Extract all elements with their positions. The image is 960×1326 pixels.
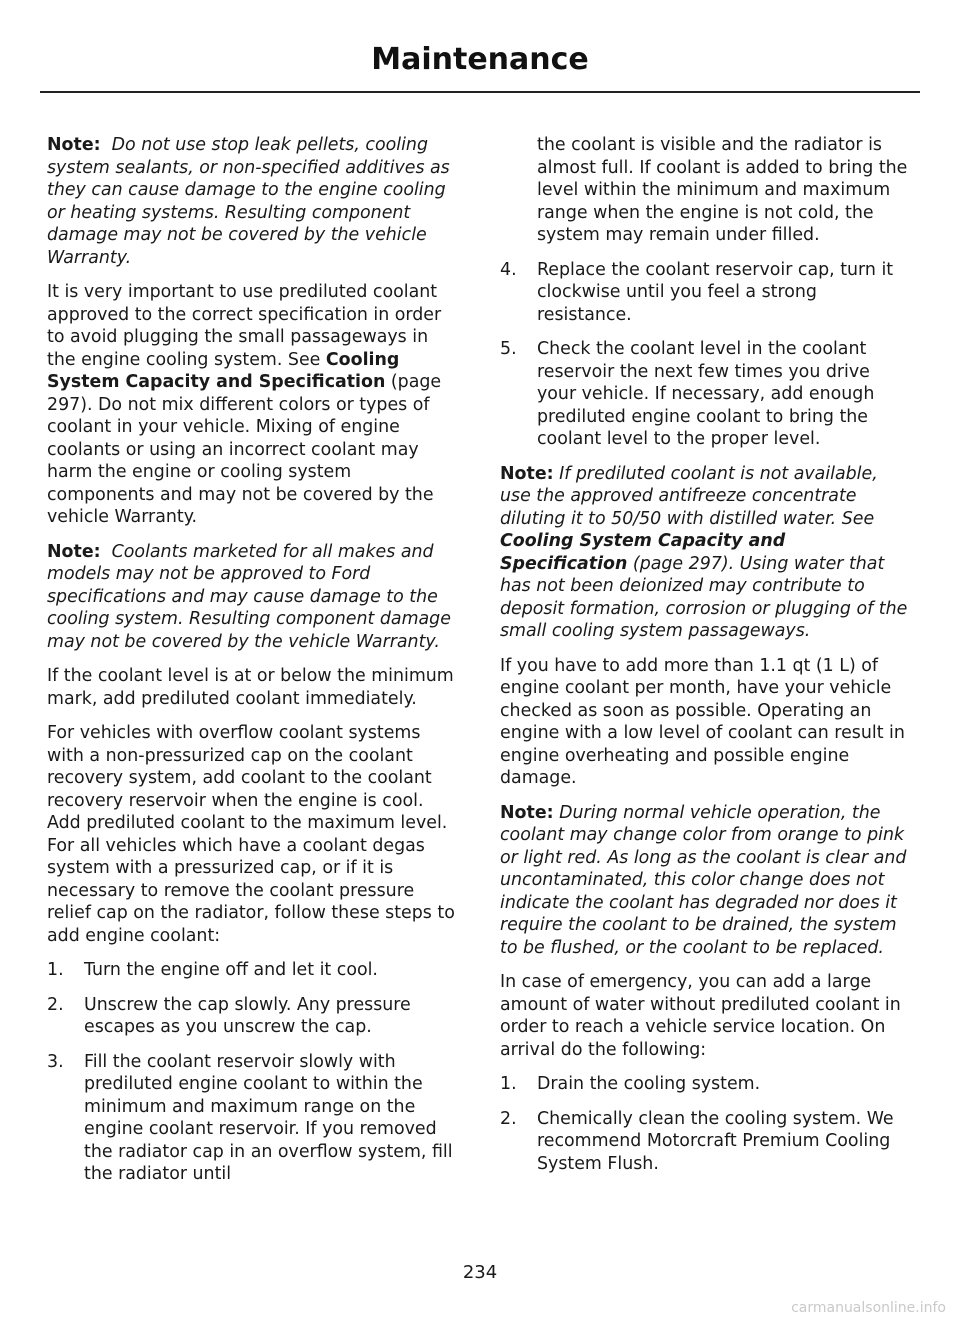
- cross-reference-link[interactable]: Cooling System Capacity and Specification: [47, 349, 400, 392]
- list-number: 2.: [500, 1108, 517, 1129]
- paragraph-minimum-mark: If the coolant level is at or below the minimum mark, add prediluted coolant immediately.: [47, 666, 454, 709]
- left-column: [47, 134, 459, 1198]
- note-label: Note:: [500, 463, 554, 484]
- list-text: Fill the coolant reservoir slowly with prediluted engine coolant to within the minimum and maximum range on the engine coolant reservoir. If you removed the radiator cap in an overflow system, fill the radiator until: [84, 1051, 453, 1184]
- paragraph-add-more: If you have to add more than 1.1 qt (1 L) of engine coolant per month, have your vehicle checked as soon as possible. Operating an engine with a low level of coolant can result in engine overheating and possible engine damage.: [500, 655, 905, 788]
- list-number: 4.: [500, 259, 517, 280]
- paragraph-prediluted-coolant: [47, 281, 459, 529]
- list-text: the coolant is visible and the radiator is almost full. If coolant is added to bring the level within the minimum and maximum range when the engine is not cold, the system may remain under filled.: [537, 135, 908, 245]
- list-item: [500, 1108, 912, 1176]
- list-number: 5.: [500, 339, 517, 359]
- right-column: [500, 134, 912, 1187]
- note-label: Note:: [500, 802, 554, 823]
- note-text: Do not use stop leak pellets, cooling system sealants, or non-specified additives as they can cause damage to the engine cooling or heating systems. Resulting component damage may not be covered by the vehicle Warranty.: [47, 135, 450, 268]
- list-item: [500, 1073, 912, 1096]
- note-antifreeze-concentrate: [500, 463, 912, 643]
- note-stop-leak: [47, 134, 459, 269]
- list-text: Unscrew the cap slowly. Any pressure escapes as you unscrew the cap.: [84, 994, 411, 1037]
- list-text: Turn the engine off and let it cool.: [84, 960, 378, 980]
- emergency-steps-list: [500, 1073, 912, 1175]
- list-text: Chemically clean the cooling system. We recommend Motorcraft Premium Cooling System Flush.: [537, 1108, 894, 1174]
- note-text: Coolants marketed for all makes and models may not be approved to Ford specifications and may cause damage to the cooling system. Resulting component damage may not be covered by the vehicle Warranty.: [47, 541, 451, 652]
- list-text: Check the coolant level in the coolant reservoir the next few times you drive your vehicle. If necessary, add enough prediluted engine coolant to bring the coolant level to the proper level.: [537, 339, 875, 449]
- list-item: [500, 338, 912, 451]
- note-coolants-marketed: [47, 541, 459, 654]
- page-title: Maintenance: [371, 42, 589, 77]
- list-item: [500, 259, 912, 327]
- page-number: 234: [462, 1262, 498, 1283]
- list-number: 3.: [47, 1051, 64, 1072]
- cross-reference-link[interactable]: Cooling System Capacity and Specification: [500, 531, 786, 574]
- paragraph-text: It is very important to use prediluted coolant approved to the correct specification in order to avoid plugging the small passageways in the engine cooling system. See: [47, 282, 442, 370]
- header-divider: [40, 91, 920, 93]
- paragraph-overflow-systems: For vehicles with overflow coolant systems with a non-pressurized cap on the coolant recovery system, add coolant to the coolant recovery reservoir when the engine is cool. Add prediluted coolant to the maximum level. For all vehicles which have a coolant degas system with a pressurized cap, or if it is necessary to remove the coolant pressure relief cap on the radiator, follow these steps to add engine coolant:: [47, 723, 455, 946]
- note-text: If prediluted coolant is not available, use the approved antifreeze concentrate diluting it to 50/50 with distilled water. See: [500, 463, 878, 529]
- note-color-change: [500, 802, 912, 960]
- steps-list: [47, 959, 459, 1186]
- paragraph-emergency: In case of emergency, you can add a large amount of water without prediluted coolant in order to reach a vehicle service location. On arrival do the following:: [500, 972, 901, 1060]
- list-number: 2.: [47, 994, 64, 1015]
- note-text: (page 297). Using water that has not been deionized may contribute to deposit formation, corrosion or plugging of the small cooling system passageways.: [500, 553, 908, 641]
- note-label: Note:: [47, 135, 101, 155]
- paragraph-text: (page 297). Do not mix different colors or types of coolant in your vehicle. Mixing of engine coolants or using an incorrect coolant may harm the engine or cooling system components and may not be covered by the vehicle Warranty.: [47, 372, 442, 527]
- list-text: Replace the coolant reservoir cap, turn it clockwise until you feel a strong resistance.: [537, 259, 894, 325]
- list-number: 1.: [47, 960, 64, 980]
- list-item: [47, 994, 459, 1039]
- list-item: [47, 1051, 459, 1186]
- watermark: carmanualsonline.info: [791, 1300, 946, 1316]
- list-item-continued: [500, 134, 912, 247]
- list-text: Drain the cooling system.: [537, 1074, 761, 1094]
- list-item: [47, 959, 459, 982]
- note-label: Note:: [47, 541, 101, 562]
- list-number: 1.: [500, 1074, 517, 1094]
- note-text: During normal vehicle operation, the coolant may change color from orange to pink or light red. As long as the coolant is clear and uncontaminated, this color change does not indicate the coolant has degraded nor does it require the coolant to be drained, the system to be flushed, or the coolant to be replaced.: [500, 802, 907, 958]
